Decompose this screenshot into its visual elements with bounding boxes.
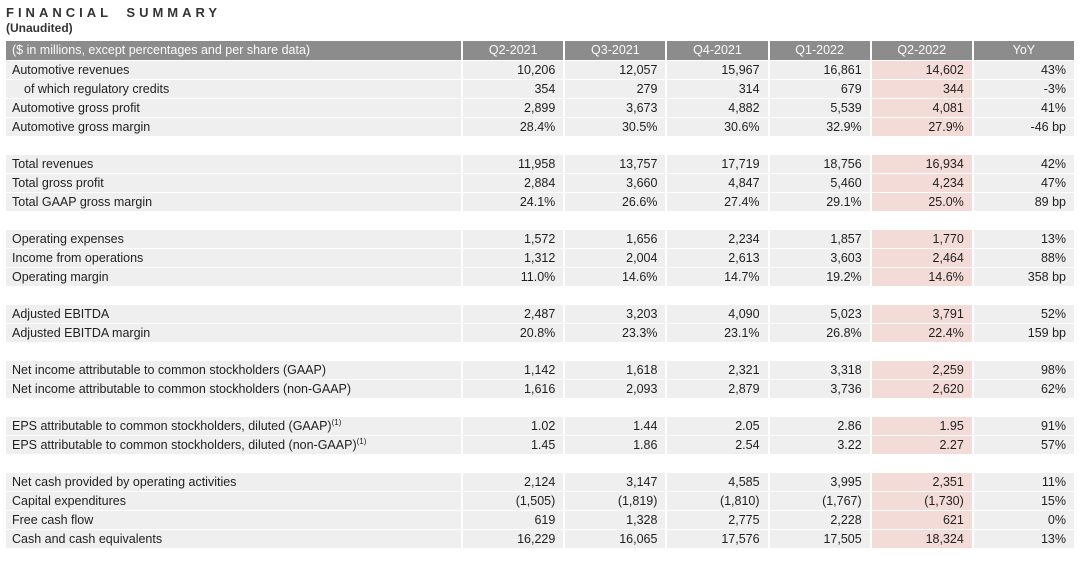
row-label: [6, 174, 461, 192]
cell-q4-2021: 4,882: [667, 99, 767, 117]
cell-q3-2021: 26.6%: [565, 193, 665, 211]
row-label: [6, 492, 461, 510]
row-label: [6, 324, 461, 342]
cell-q1-2022: 3,318: [770, 361, 870, 379]
row-label-text: EPS attributable to common stockholders, diluted (non-GAAP): [12, 438, 357, 452]
cell-q2-2021: (1,505): [463, 492, 563, 510]
row-label: [6, 99, 461, 117]
cell-q2-2021: 11,958: [463, 155, 563, 173]
cell-q4-2021: 2,234: [667, 230, 767, 248]
row-label: [6, 249, 461, 267]
cell-q1-2022: 3,736: [770, 380, 870, 398]
cell-q1-2022: 18,756: [770, 155, 870, 173]
cell-q2-2022: 1,770: [872, 230, 972, 248]
cell-q4-2021: 2,613: [667, 249, 767, 267]
cell-q1-2022: 26.8%: [770, 324, 870, 342]
column-header-q2-2022: Q2-2022: [872, 41, 972, 60]
cell-q2-2022: 2,620: [872, 380, 972, 398]
cell-q1-2022: 19.2%: [770, 268, 870, 286]
section-spacer: [6, 343, 1074, 360]
table-row: [6, 530, 1074, 548]
cell-yoy: 0%: [974, 511, 1074, 529]
column-header-q1-2022: Q1-2022: [770, 41, 870, 60]
cell-q3-2021: 1,328: [565, 511, 665, 529]
cell-q2-2021: 10,206: [463, 61, 563, 79]
cell-q3-2021: 1.86: [565, 436, 665, 454]
cell-q2-2022: 2.27: [872, 436, 972, 454]
cell-yoy: 15%: [974, 492, 1074, 510]
table-row: [6, 473, 1074, 491]
cell-q3-2021: 14.6%: [565, 268, 665, 286]
section-spacer: [6, 287, 1074, 304]
cell-q3-2021: 23.3%: [565, 324, 665, 342]
row-label-text: Operating expenses: [12, 232, 124, 246]
cell-q2-2021: 24.1%: [463, 193, 563, 211]
financial-summary-table: [4, 40, 1076, 549]
cell-q4-2021: (1,810): [667, 492, 767, 510]
row-label: [6, 155, 461, 173]
cell-q2-2021: 354: [463, 80, 563, 98]
cell-q2-2022: 4,234: [872, 174, 972, 192]
table-row: [6, 99, 1074, 117]
cell-q2-2021: 11.0%: [463, 268, 563, 286]
table-row: [6, 118, 1074, 136]
section-spacer: [6, 399, 1074, 416]
row-label-text: Net income attributable to common stockholders (non-GAAP): [12, 382, 352, 396]
cell-yoy: 89 bp: [974, 193, 1074, 211]
cell-q4-2021: 17,719: [667, 155, 767, 173]
row-label-text: Total revenues: [12, 157, 94, 171]
table-row: [6, 268, 1074, 286]
row-label-text: Net income attributable to common stockholders (GAAP): [12, 363, 327, 377]
cell-yoy: 42%: [974, 155, 1074, 173]
page-subtitle: (Unaudited): [6, 21, 73, 35]
cell-q2-2022: 18,324: [872, 530, 972, 548]
cell-q2-2021: 1.02: [463, 417, 563, 435]
cell-q1-2022: 2.86: [770, 417, 870, 435]
row-label: [6, 380, 461, 398]
cell-yoy: 62%: [974, 380, 1074, 398]
row-label: [6, 193, 461, 211]
row-label-text: Net cash provided by operating activities: [12, 475, 237, 489]
cell-q2-2021: 1,572: [463, 230, 563, 248]
table-row: [6, 492, 1074, 510]
cell-q4-2021: 4,585: [667, 473, 767, 491]
footnote-marker: (1): [331, 417, 342, 427]
row-label-text: EPS attributable to common stockholders, diluted (GAAP): [12, 419, 332, 433]
table-row: [6, 361, 1074, 379]
table-row: [6, 61, 1074, 79]
cell-q2-2022: 14.6%: [872, 268, 972, 286]
table-row: [6, 174, 1074, 192]
cell-q1-2022: 17,505: [770, 530, 870, 548]
cell-q1-2022: 5,460: [770, 174, 870, 192]
row-label: [6, 80, 461, 98]
cell-yoy: -46 bp: [974, 118, 1074, 136]
row-label: [6, 417, 461, 435]
cell-q3-2021: 1.44: [565, 417, 665, 435]
cell-q2-2021: 1.45: [463, 436, 563, 454]
table-header-units-label: ($ in millions, except percentages and per share data): [6, 41, 461, 60]
cell-q4-2021: 27.4%: [667, 193, 767, 211]
cell-q4-2021: 15,967: [667, 61, 767, 79]
cell-q3-2021: 13,757: [565, 155, 665, 173]
cell-yoy: 13%: [974, 530, 1074, 548]
row-label-text: Total gross profit: [12, 176, 104, 190]
table-row: [6, 249, 1074, 267]
table-row: [6, 305, 1074, 323]
cell-yoy: -3%: [974, 80, 1074, 98]
cell-q2-2022: 22.4%: [872, 324, 972, 342]
row-label: [6, 436, 461, 454]
row-label-text: Automotive gross profit: [12, 101, 140, 115]
cell-q4-2021: 2.05: [667, 417, 767, 435]
row-label-text: of which regulatory credits: [24, 82, 170, 96]
cell-q1-2022: 5,023: [770, 305, 870, 323]
cell-q3-2021: 3,203: [565, 305, 665, 323]
table-row: [6, 380, 1074, 398]
cell-q3-2021: 12,057: [565, 61, 665, 79]
cell-q2-2021: 1,312: [463, 249, 563, 267]
column-header-q4-2021: Q4-2021: [667, 41, 767, 60]
cell-q2-2021: 2,124: [463, 473, 563, 491]
table-row: [6, 80, 1074, 98]
row-label: [6, 305, 461, 323]
cell-q2-2022: 1.95: [872, 417, 972, 435]
cell-q2-2022: 14,602: [872, 61, 972, 79]
cell-q3-2021: 279: [565, 80, 665, 98]
cell-q3-2021: 1,656: [565, 230, 665, 248]
table-header-row: [6, 41, 1074, 60]
cell-q3-2021: 3,660: [565, 174, 665, 192]
row-label-text: Adjusted EBITDA margin: [12, 326, 151, 340]
row-label: [6, 268, 461, 286]
row-label-text: Income from operations: [12, 251, 144, 265]
table-row: [6, 417, 1074, 435]
cell-q2-2021: 2,884: [463, 174, 563, 192]
cell-q3-2021: (1,819): [565, 492, 665, 510]
cell-q2-2022: 3,791: [872, 305, 972, 323]
cell-q2-2021: 619: [463, 511, 563, 529]
row-label-text: Operating margin: [12, 270, 109, 284]
cell-q1-2022: 5,539: [770, 99, 870, 117]
cell-q4-2021: 23.1%: [667, 324, 767, 342]
cell-q2-2022: 2,259: [872, 361, 972, 379]
footnote-marker: (1): [356, 436, 367, 446]
cell-q2-2022: 621: [872, 511, 972, 529]
cell-q2-2021: 16,229: [463, 530, 563, 548]
row-label-text: Total GAAP gross margin: [12, 195, 153, 209]
cell-yoy: 98%: [974, 361, 1074, 379]
cell-q1-2022: 32.9%: [770, 118, 870, 136]
cell-q1-2022: 3,603: [770, 249, 870, 267]
row-label: [6, 511, 461, 529]
column-header-q3-2021: Q3-2021: [565, 41, 665, 60]
cell-q1-2022: 1,857: [770, 230, 870, 248]
table-row: [6, 155, 1074, 173]
cell-q3-2021: 3,147: [565, 473, 665, 491]
cell-q1-2022: 2,228: [770, 511, 870, 529]
row-label: [6, 530, 461, 548]
cell-q1-2022: 3,995: [770, 473, 870, 491]
row-label: [6, 230, 461, 248]
section-spacer: [6, 212, 1074, 229]
cell-q2-2022: 16,934: [872, 155, 972, 173]
cell-yoy: 358 bp: [974, 268, 1074, 286]
section-spacer: [6, 455, 1074, 472]
cell-q2-2021: 2,899: [463, 99, 563, 117]
table-row: [6, 193, 1074, 211]
cell-q2-2021: 28.4%: [463, 118, 563, 136]
cell-q2-2022: 25.0%: [872, 193, 972, 211]
cell-yoy: 88%: [974, 249, 1074, 267]
cell-q4-2021: 2,775: [667, 511, 767, 529]
cell-q4-2021: 17,576: [667, 530, 767, 548]
table-row: [6, 511, 1074, 529]
cell-yoy: 91%: [974, 417, 1074, 435]
row-label-text: Automotive revenues: [12, 63, 130, 77]
cell-yoy: 13%: [974, 230, 1074, 248]
cell-yoy: 57%: [974, 436, 1074, 454]
cell-q3-2021: 16,065: [565, 530, 665, 548]
cell-q2-2021: 20.8%: [463, 324, 563, 342]
cell-q2-2022: (1,730): [872, 492, 972, 510]
cell-yoy: 43%: [974, 61, 1074, 79]
cell-q2-2021: 1,616: [463, 380, 563, 398]
table-row: [6, 230, 1074, 248]
cell-yoy: 47%: [974, 174, 1074, 192]
cell-q4-2021: 4,090: [667, 305, 767, 323]
cell-q4-2021: 14.7%: [667, 268, 767, 286]
row-label-text: Cash and cash equivalents: [12, 532, 163, 546]
cell-yoy: 52%: [974, 305, 1074, 323]
cell-q4-2021: 30.6%: [667, 118, 767, 136]
cell-q4-2021: 4,847: [667, 174, 767, 192]
column-header-q2-2021: Q2-2021: [463, 41, 563, 60]
row-label-text: Free cash flow: [12, 513, 94, 527]
cell-q1-2022: 3.22: [770, 436, 870, 454]
cell-q3-2021: 3,673: [565, 99, 665, 117]
table-row: [6, 436, 1074, 454]
cell-q2-2022: 27.9%: [872, 118, 972, 136]
cell-yoy: 41%: [974, 99, 1074, 117]
cell-q2-2021: 2,487: [463, 305, 563, 323]
cell-q3-2021: 30.5%: [565, 118, 665, 136]
cell-q2-2021: 1,142: [463, 361, 563, 379]
column-header-yoy: YoY: [974, 41, 1074, 60]
cell-yoy: 159 bp: [974, 324, 1074, 342]
cell-q4-2021: 2,321: [667, 361, 767, 379]
cell-q2-2022: 2,351: [872, 473, 972, 491]
cell-q2-2022: 344: [872, 80, 972, 98]
row-label: [6, 118, 461, 136]
cell-q3-2021: 1,618: [565, 361, 665, 379]
row-label: [6, 61, 461, 79]
row-label-text: Automotive gross margin: [12, 120, 151, 134]
cell-yoy: 11%: [974, 473, 1074, 491]
cell-q2-2022: 2,464: [872, 249, 972, 267]
row-label-text: Capital expenditures: [12, 494, 126, 508]
cell-q1-2022: 679: [770, 80, 870, 98]
cell-q1-2022: 16,861: [770, 61, 870, 79]
row-label-text: Adjusted EBITDA: [12, 307, 110, 321]
row-label: [6, 473, 461, 491]
section-spacer: [6, 137, 1074, 154]
cell-q2-2022: 4,081: [872, 99, 972, 117]
table-row: [6, 324, 1074, 342]
page-title: FINANCIAL SUMMARY: [6, 5, 222, 20]
cell-q1-2022: 29.1%: [770, 193, 870, 211]
cell-q3-2021: 2,093: [565, 380, 665, 398]
cell-q1-2022: (1,767): [770, 492, 870, 510]
row-label: [6, 361, 461, 379]
cell-q4-2021: 2.54: [667, 436, 767, 454]
cell-q4-2021: 2,879: [667, 380, 767, 398]
cell-q3-2021: 2,004: [565, 249, 665, 267]
cell-q4-2021: 314: [667, 80, 767, 98]
